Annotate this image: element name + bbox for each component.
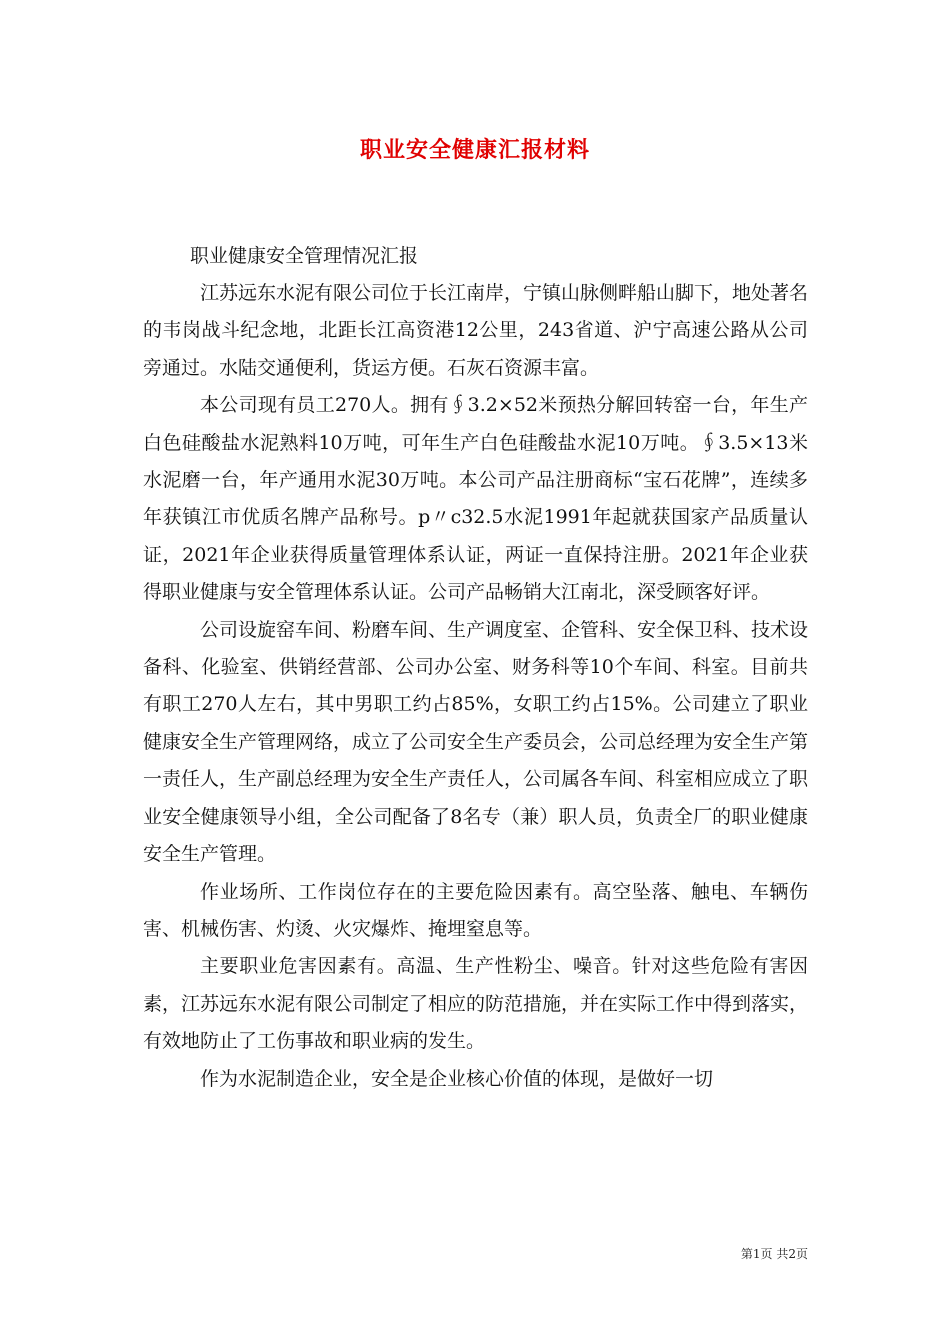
paragraph-safety-value: 作为水泥制造企业，安全是企业核心价值的体现，是做好一切 (200, 1067, 714, 1090)
paragraph-location: 江苏远东水泥有限公司位于长江南岸，宁镇山脉侧畔船山脚下，地处著名的韦岗战斗纪念地，北距长江高资港12公里，243省道、沪宁高速公路从公司旁通过。水陆交通便利，货运方便。石灰石资源丰富。 (143, 282, 809, 379)
document-title: 职业安全健康汇报材料 (359, 137, 590, 163)
paragraph-production: 本公司现有员工270人。拥有∮3.2×52米预热分解回转窑一台，年生产白色硅酸盐水泥熟料10万吨，可年生产白色硅酸盐水泥10万吨。∮3.5×13米水泥磨一台，年产通用水泥30万吨。本公司产品注册商标“宝石花牌”，连续多年获镇江市优质名牌产品称号。p〃c32.5水泥1991年起就获国家产品质量认证，2021年企业获得质量管理体系认证，两证一直保持注册。2021年企业获得职业健康与安全管理体系认证。公司产品畅销大江南北，深受顾客好评。 (143, 394, 808, 604)
document-body (143, 275, 808, 1098)
paragraph-organization: 公司设旋窑车间、粉磨车间、生产调度室、企管科、安全保卫科、技术设备科、化验室、供销经营部、公司办公室、财务科等10个车间、科室。目前共有职工270人左右，其中男职工约占85%，女职工约占15%。公司建立了职业健康安全生产管理网络，成立了公司安全生产委员会，公司总经理为安全生产第一责任人，生产副总经理为安全生产责任人，公司属各车间、科室相应成立了职业安全健康领导小组，全公司配备了8名专（兼）职人员，负责全厂的职业健康安全生产管理。 (143, 618, 809, 866)
document-subtitle: 职业健康安全管理情况汇报 (190, 245, 419, 267)
paragraph-occupational-hazards: 主要职业危害因素有。高温、生产性粉尘、噪音。针对这些危险有害因素，江苏远东水泥有限公司制定了相应的防范措施，并在实际工作中得到落实，有效地防止了工伤事故和职业病的发生。 (143, 955, 809, 1053)
paragraph-hazards: 作业场所、工作岗位存在的主要危险因素有。高空坠落、触电、车辆伤害、机械伤害、灼烫、火灾爆炸、掩埋窒息等。 (143, 880, 808, 940)
page-number: 第1页 共2页 (740, 1247, 808, 1261)
